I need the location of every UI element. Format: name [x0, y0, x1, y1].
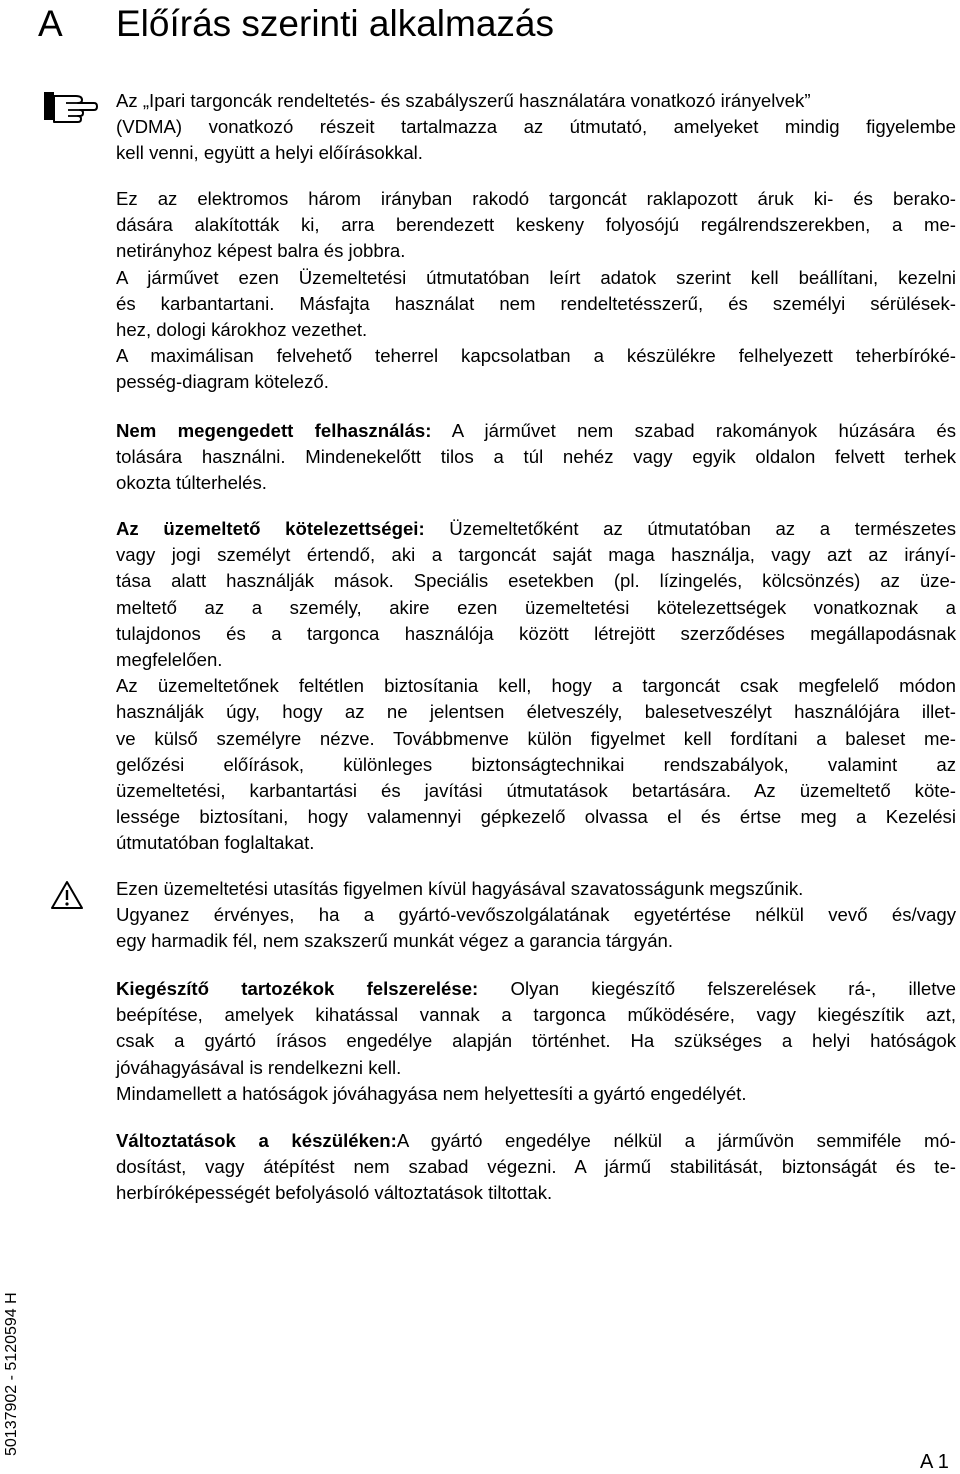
bold-label: Nem megengedett felhasználás: [116, 420, 432, 441]
text-line: beépítése, amelyek kihatással vannak a targonca működésére, vagy kiegészítik azt, [116, 1004, 956, 1026]
text-line: Az üzemeltető kötelezettségei: Üzemeltetőként az útmutatóban az a természetes [116, 518, 956, 539]
text-line: A járművet ezen Üzemeltetési útmutatóban leírt adatok szerint kell beállítani, kezelni [116, 266, 956, 288]
text-line: Változtatások a készüléken:A gyártó engedélye nélkül a járművön semmiféle mó- [116, 1130, 956, 1151]
text-line: tulajdonos és a targonca használója között létrejött szerződéses megállapodásnak [116, 622, 956, 644]
text-line: Ezen üzemeltetési utasítás figyelmen kívül hagyásával szavatosságunk megszűnik. [116, 878, 804, 899]
page-number: A 1 [920, 1451, 949, 1473]
intended-use-paragraph [116, 186, 956, 396]
text-line: gelőzési előírások, különleges biztonságtechnikai rendszabályok, valamint az [116, 753, 956, 775]
page-title: Előírás szerinti alkalmazás [116, 3, 554, 44]
text-line: Az üzemeltetőnek feltétlen biztosítania kell, hogy a targoncát csak megfelelő módon [116, 675, 956, 697]
operator-obligations-paragraph [116, 516, 956, 857]
text-line: hez, dologi károkhoz vezethet. [116, 319, 368, 341]
section-heading [0, 2, 960, 46]
intro-paragraph [116, 88, 956, 167]
text-line: Mindamellett a hatóságok jóváhagyása nem helyettesíti a gyártó engedélyét. [116, 1082, 747, 1104]
bold-label: Az üzemeltető kötelezettségei: [116, 518, 425, 539]
text-line: herbíróképességét befolyásoló változtatások tiltottak. [116, 1182, 553, 1204]
modifications-paragraph [116, 1128, 956, 1207]
text-line: A maximálisan felvehető teherrel kapcsolatban a készülékre felhelyezett teherbíróké- [116, 345, 956, 367]
warning-triangle-icon [50, 880, 84, 910]
text-line: csak a gyártó írásos engedélye alapján történhet. Ha szükséges a helyi hatóságok [116, 1030, 956, 1052]
text-line: vagy jogi személyt értendő, aki a targoncát saját maga használja, vagy azt az irányí- [116, 544, 956, 566]
text-line: ve külső személyre nézve. Továbbmenve külön figyelmet kell fordítani a baleset me- [116, 727, 956, 749]
text-line: megfelelően. [116, 649, 223, 671]
text-line: kell venni, együtt a helyi előírásokkal. [116, 142, 423, 164]
text-line: Nem megengedett felhasználás: A járművet nem szabad rakományok húzására és [116, 420, 957, 441]
document-code: 50137902 - 5120594 H [3, 1292, 20, 1456]
text-line: Az „Ipari targoncák rendeltetés- és szabályszerű használatára vonatkozó irányelvek” [116, 90, 811, 111]
text-line: Ez az elektromos három irányban rakodó targoncát raklapozott áruk ki- és berako- [116, 188, 956, 209]
bold-label: Kiegészítő tartozékok felszerelése: [116, 978, 479, 999]
text-line: útmutatóban foglaltakat. [116, 832, 315, 854]
bold-label: Változtatások a készüléken: [116, 1130, 397, 1151]
text-line: jóváhagyásával is rendelkezni kell. [116, 1056, 402, 1078]
text-line: tolására használni. Mindenekelőtt tilos a túl nehéz vagy egyik oldalon felvett terhek [116, 446, 956, 468]
text-line: Ugyanez érvényes, ha a gyártó-vevőszolgálatának egyetértése nélkül vevő és/vagy [116, 904, 956, 926]
text-line: (VDMA) vonatkozó részeit tartalmazza az útmutató, amelyeket mindig figyelembe [116, 116, 956, 138]
text-line: használják úgy, hogy az ne jelentsen életveszély, balesetveszélyt használójára illet- [116, 701, 956, 723]
section-letter: A [38, 3, 63, 44]
accessories-paragraph [116, 976, 956, 1107]
text-line: és karbantartani. Másfajta használat nem rendeltetésszerű, és személyi sérülések- [116, 292, 956, 314]
text-line: Kiegészítő tartozékok felszerelése: Olyan kiegészítő felszerelések rá-, illetve [116, 978, 956, 999]
text-line: dosítást, vagy átépítést nem szabad végezni. A jármű stabilitását, biztonságát és te- [116, 1156, 956, 1178]
prohibited-use-paragraph [116, 418, 956, 497]
text-line: meltető az a személy, akire ezen üzemeltetési kötelezettségek vonatkoznak a [116, 596, 956, 618]
text-line: okozta túlterhelés. [116, 472, 267, 494]
text-line: egy harmadik fél, nem szakszerű munkát végez a garancia tárgyán. [116, 930, 674, 952]
text-line: tása alatt használják mások. Speciális esetekben (pl. lízingelés, kölcsönzés) az üze- [116, 570, 956, 592]
pointing-hand-icon [40, 86, 98, 126]
text-line: üzemeltetési, karbantartási és javítási útmutatások betartására. Az üzemeltető köte- [116, 780, 956, 802]
text-line: lessége biztosítani, hogy valamennyi gépkezelő olvassa el és értse meg a Kezelési [116, 806, 956, 828]
text-line: pesség-diagram kötelező. [116, 371, 329, 393]
text-line: netirányhoz képest balra és jobbra. [116, 240, 406, 262]
text-line: dására alakították ki, arra berendezett keskeny folyosójú regálrendszerekben, a me- [116, 214, 956, 236]
warranty-paragraph [116, 876, 956, 955]
